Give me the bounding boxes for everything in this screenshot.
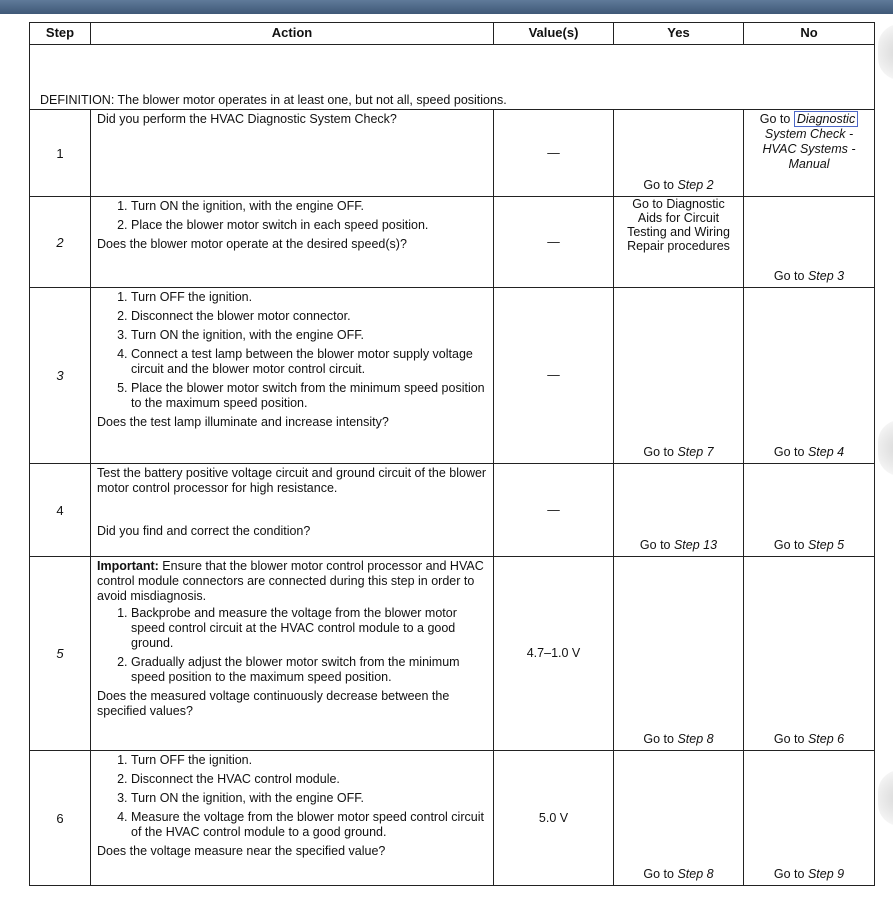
yes-step-link[interactable]: Step 8 — [677, 732, 714, 746]
action-question: Does the measured voltage continuously decrease between the specified values? — [97, 689, 450, 718]
action-item: 2. Gradually adjust the blower motor switch from the minimum speed position to the maximum speed position. — [131, 655, 487, 685]
action-item: 1. Turn OFF the ignition. — [131, 290, 487, 305]
no-step-link[interactable]: Step 9 — [807, 867, 845, 881]
value-cell: 4.7–1.0 V — [494, 557, 614, 751]
step-number: 1 — [30, 110, 91, 197]
no-prefix: Go to — [773, 867, 808, 881]
step-number: 3 — [30, 288, 91, 464]
header-yes: Yes — [614, 23, 744, 45]
action-item: 3. Turn ON the ignition, with the engine OFF. — [131, 328, 487, 343]
diagnostic-system-check-link[interactable]: Diagnostic — [794, 111, 858, 127]
value-cell: 5.0 V — [494, 751, 614, 886]
no-step-link[interactable]: Step 6 — [807, 732, 845, 746]
value-cell: — — [494, 110, 614, 197]
table-row — [30, 288, 875, 464]
value-cell: — — [494, 288, 614, 464]
step-number: 6 — [30, 751, 91, 886]
yes-prefix: Go to — [643, 178, 678, 192]
table-row — [30, 557, 875, 751]
action-item: 1. Backprobe and measure the voltage from the blower motor speed control circuit at the HVAC control module to a good ground. — [131, 606, 487, 651]
yes-step-link[interactable]: Step 2 — [677, 178, 714, 192]
yes-prefix: Go to — [643, 732, 678, 746]
yes-prefix: Go to — [643, 445, 678, 459]
action-cell — [91, 557, 494, 751]
yes-prefix: Go to — [639, 538, 674, 552]
diagnostic-system-check-link-rest[interactable]: System Check - HVAC Systems - Manual — [762, 127, 856, 171]
no-cell — [744, 197, 875, 288]
no-step-link[interactable]: Step 4 — [807, 445, 845, 459]
value-cell: — — [494, 197, 614, 288]
action-question: Does the voltage measure near the specified value? — [97, 844, 386, 858]
diagnostic-table — [29, 22, 875, 886]
action-item: 5. Place the blower motor switch from the minimum speed position to the maximum speed position. — [131, 381, 487, 411]
page-edge-shadow — [878, 770, 893, 826]
action-cell — [91, 751, 494, 886]
header-row — [30, 23, 875, 45]
action-cell — [91, 110, 494, 197]
page-edge-shadow — [878, 420, 893, 476]
yes-cell — [614, 557, 744, 751]
action-question: Does the blower motor operate at the desired speed(s)? — [97, 237, 407, 251]
no-cell — [744, 557, 875, 751]
important-label: Important: — [97, 559, 159, 573]
header-step: Step — [30, 23, 91, 45]
yes-prefix: Go to — [643, 867, 678, 881]
action-item: 3. Turn ON the ignition, with the engine OFF. — [131, 791, 487, 806]
table-row — [30, 110, 875, 197]
action-item: 1. Turn OFF the ignition. — [131, 753, 487, 768]
yes-cell — [614, 751, 744, 886]
yes-cell — [614, 110, 744, 197]
step-number: 4 — [30, 464, 91, 557]
header-action: Action — [91, 23, 494, 45]
yes-cell — [614, 464, 744, 557]
no-step-link[interactable]: Step 5 — [807, 538, 845, 552]
yes-cell[interactable]: Go to Diagnostic Aids for Circuit Testing and Wiring Repair procedures — [614, 197, 744, 288]
action-item: 4. Measure the voltage from the blower motor speed control circuit of the HVAC control module to a good ground. — [131, 810, 487, 840]
action-item: 4. Connect a test lamp between the blower motor supply voltage circuit and the blower motor control circuit. — [131, 347, 487, 377]
table-row — [30, 751, 875, 886]
action-item: 2. Disconnect the HVAC control module. — [131, 772, 487, 787]
no-step-link[interactable]: Step 3 — [807, 269, 845, 283]
action-question: Did you perform the HVAC Diagnostic System Check? — [97, 112, 397, 126]
step-number: 2 — [30, 197, 91, 288]
yes-step-link[interactable]: Step 8 — [677, 867, 714, 881]
important-note — [97, 559, 487, 604]
definition-text: DEFINITION: The blower motor operates in at least one, but not all, speed positions. — [30, 45, 875, 110]
value-cell: — — [494, 464, 614, 557]
action-text: Test the battery positive voltage circuit and ground circuit of the blower motor control processor for high resistance. — [97, 466, 487, 495]
action-question: Did you find and correct the condition? — [97, 524, 311, 538]
no-prefix: Go to — [773, 732, 808, 746]
header-no: No — [744, 23, 875, 45]
yes-cell — [614, 288, 744, 464]
action-cell — [91, 197, 494, 288]
no-cell — [744, 288, 875, 464]
no-cell — [744, 110, 875, 197]
no-cell — [744, 464, 875, 557]
header-values: Value(s) — [494, 23, 614, 45]
no-prefix: Go to — [773, 538, 808, 552]
no-cell — [744, 751, 875, 886]
action-cell — [91, 288, 494, 464]
action-item: 2. Disconnect the blower motor connector. — [131, 309, 487, 324]
yes-step-link[interactable]: Step 7 — [677, 445, 714, 459]
important-text: Ensure that the blower motor control processor and HVAC control module connectors are connected during this step in order to avoid misdiagnosis. — [97, 559, 484, 603]
action-item: 1. Turn ON the ignition, with the engine OFF. — [131, 199, 487, 214]
no-prefix: Go to — [773, 445, 808, 459]
table-row — [30, 464, 875, 557]
definition-row — [30, 45, 875, 110]
table-row — [30, 197, 875, 288]
no-prefix: Go to — [773, 269, 808, 283]
step-number: 5 — [30, 557, 91, 751]
action-cell — [91, 464, 494, 557]
no-prefix: Go to — [759, 112, 794, 126]
page-edge-shadow — [878, 24, 893, 80]
yes-step-link[interactable]: Step 13 — [673, 538, 718, 552]
action-question: Does the test lamp illuminate and increase intensity? — [97, 415, 389, 429]
action-item: 2. Place the blower motor switch in each speed position. — [131, 218, 487, 233]
window-top-bar — [0, 0, 893, 14]
